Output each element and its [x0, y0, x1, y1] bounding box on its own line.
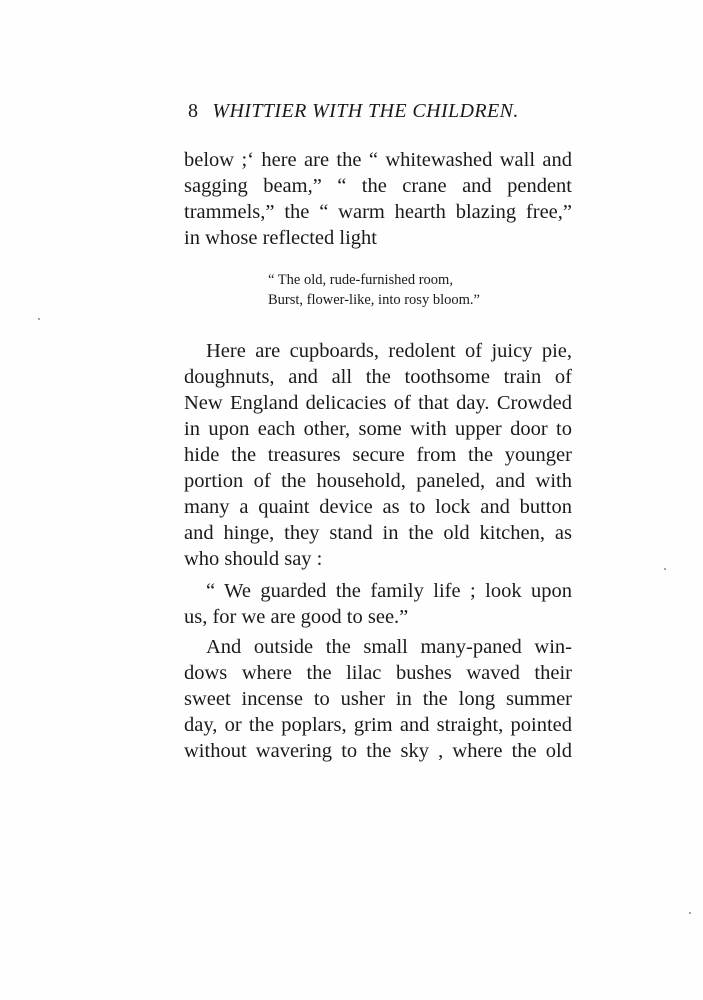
- text-line: sagging beam,” “ the crane and pendent: [184, 175, 572, 197]
- text-line: sweet incense to usher in the long summer: [184, 688, 572, 710]
- text-line: portion of the household, paneled, and with: [184, 470, 572, 492]
- verse-line: Burst, flower-like, into rosy bloom.”: [268, 292, 480, 308]
- paper-speck: [664, 568, 666, 570]
- text-line: And outside the small many-paned win-: [206, 636, 572, 658]
- text-line: hide the treasures secure from the younger: [184, 444, 572, 466]
- text-line: day, or the poplars, grim and straight, pointed: [184, 714, 572, 736]
- verse-quotation: [268, 270, 528, 310]
- text-line: many a quaint device as to lock and button: [184, 496, 572, 518]
- text-line: us, for we are good to see.”: [184, 606, 409, 628]
- paragraph-windows: [184, 634, 572, 764]
- text-line: Here are cupboards, redolent of juicy pie,: [206, 340, 572, 362]
- text-line: without wavering to the sky , where the old: [184, 740, 572, 762]
- verse-line: “ The old, rude-furnished room,: [268, 272, 453, 288]
- text-line: in upon each other, some with upper door to: [184, 418, 572, 440]
- page-number: 8: [188, 100, 199, 122]
- running-title: WHITTIER WITH THE CHILDREN.: [212, 100, 519, 122]
- text-line: in whose reflected light: [184, 227, 377, 249]
- text-line: who should say :: [184, 548, 323, 570]
- page-header: [188, 100, 573, 130]
- text-line: “ We guarded the family life ; look upon: [206, 580, 572, 602]
- text-line: below ;‘ here are the “ whitewashed wall and: [184, 149, 572, 171]
- text-line: New England delicacies of that day. Crowded: [184, 392, 572, 414]
- text-line: trammels,” the “ warm hearth blazing free,”: [184, 201, 572, 223]
- paper-speck: [689, 912, 691, 914]
- text-line: and hinge, they stand in the old kitchen, as: [184, 522, 572, 544]
- paragraph-cupboards: [184, 338, 572, 572]
- paragraph-continued: [184, 147, 572, 251]
- text-line: doughnuts, and all the toothsome train of: [184, 366, 572, 388]
- paragraph-quoted-speech: [184, 578, 572, 630]
- paper-speck: [38, 318, 40, 320]
- text-line: dows where the lilac bushes waved their: [184, 662, 572, 684]
